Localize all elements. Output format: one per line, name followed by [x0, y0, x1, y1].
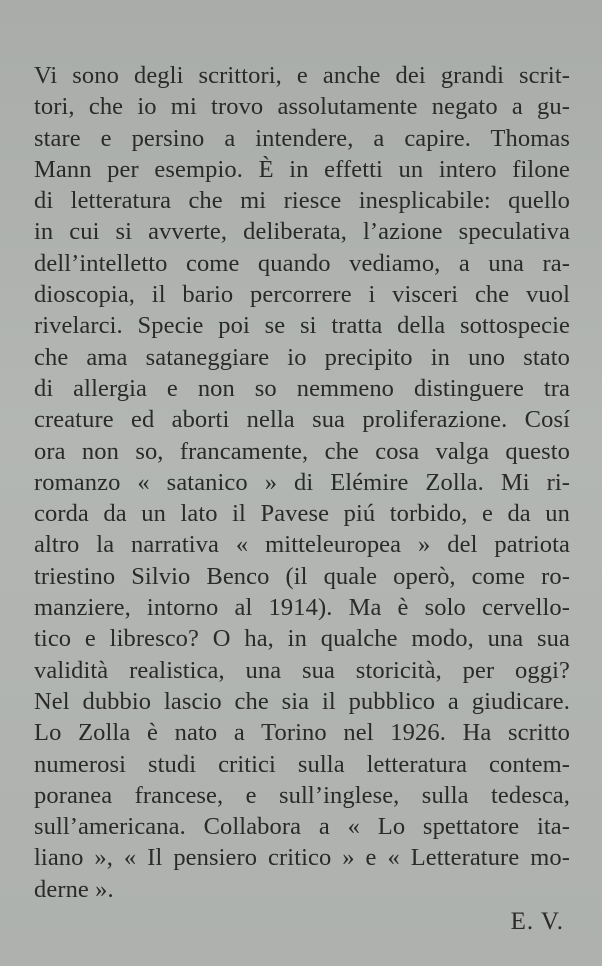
body-text [34, 60, 570, 905]
text-line: liano », « Il pensiero critico » e « Letterature mo- [34, 844, 570, 872]
text-line: corda da un lato il Pavese piú torbido, e da un [34, 500, 570, 528]
text-line: in cui si avverte, deliberata, l’azione speculativa [34, 218, 570, 246]
text-line: Nel dubbio lascio che sia il pubblico a giudicare. [34, 687, 570, 715]
text-line: numerosi studi critici sulla letteratura contem- [34, 750, 570, 778]
text-line: Lo Zolla è nato a Torino nel 1926. Ha scritto [34, 719, 570, 747]
text-line: Mann per esempio. È in effetti un intero filone [34, 155, 570, 183]
text-line: Vi sono degli scrittori, e anche dei grandi scrit- [34, 62, 570, 89]
text-line: manziere, intorno al 1914). Ma è solo cervello- [34, 594, 570, 622]
text-line: stare e persino a intendere, a capire. Thomas [34, 124, 570, 152]
text-line: poranea francese, e sull’inglese, sulla tedesca, [34, 781, 570, 809]
text-line: dioscopia, il bario percorrere i visceri che vuol [34, 281, 570, 309]
text-line: triestino Silvio Benco (il quale operò, come ro- [34, 562, 570, 590]
text-line: dell’intelletto come quando vediamo, a una ra- [34, 249, 570, 277]
text-line: tori, che io mi trovo assolutamente negato a gu- [34, 93, 570, 121]
text-line: ora non so, francamente, che cosa valga questo [34, 437, 570, 465]
author-initials: E. V. [510, 908, 564, 935]
text-line: creature ed aborti nella sua proliferazione. Cosí [34, 406, 570, 434]
text-line: validità realistica, una sua storicità, per oggi? [34, 656, 570, 684]
text-line: tico e libresco? O ha, in qualche modo, una sua [34, 625, 570, 653]
text-line: altro la narrativa « mitteleuropea » del patriota [34, 531, 570, 559]
text-line: di allergia e non so nemmeno distinguere tra [34, 374, 570, 402]
text-line: che ama sataneggiare io precipito in uno stato [34, 343, 570, 371]
text-line: derne ». [34, 875, 114, 903]
text-line: di letteratura che mi riesce inesplicabile: quello [34, 187, 570, 215]
text-line: romanzo « satanico » di Elémire Zolla. Mi ri- [34, 468, 570, 496]
text-line: rivelarci. Specie poi se si tratta della sottospecie [34, 312, 570, 340]
text-line: sull’americana. Collabora a « Lo spettatore ita- [34, 813, 570, 841]
